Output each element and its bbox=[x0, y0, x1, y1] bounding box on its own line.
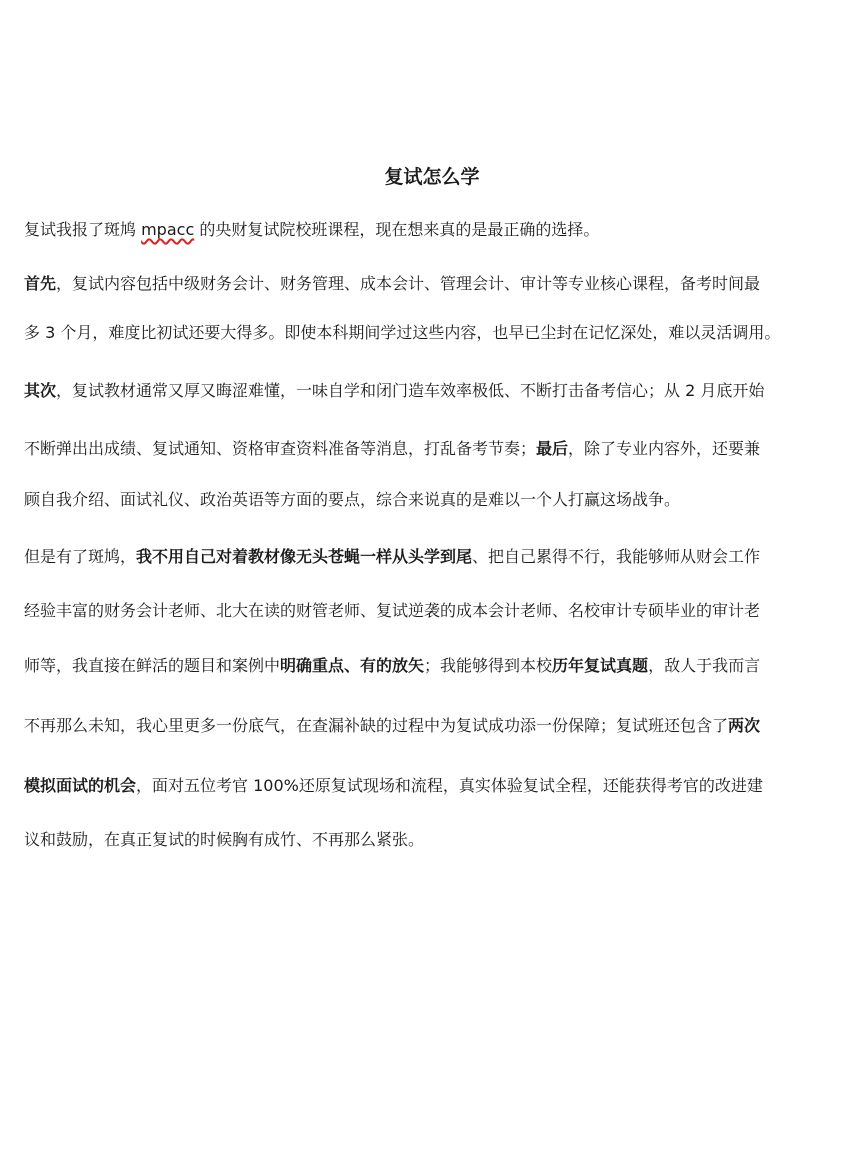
text-span: ，除了专业内容外，还要兼 bbox=[568, 439, 761, 458]
text-span: 不断弹出出成绩、复试通知、资格审查资料准备等消息，打乱备考节奏； bbox=[24, 439, 537, 458]
text-span: ，敌人于我而言 bbox=[648, 656, 761, 675]
bold-phrase: 历年复试真题 bbox=[552, 656, 649, 675]
paragraph-3-line-3 bbox=[24, 488, 680, 512]
bold-label-last: 最后 bbox=[536, 439, 569, 458]
document-title: 复试怎么学 bbox=[384, 166, 480, 188]
paragraph-1-line-1 bbox=[24, 218, 599, 242]
paragraph-4-line-5 bbox=[24, 774, 763, 798]
text-span: 议和鼓励，在真正复试的时候胸有成竹、不再那么紧张。 bbox=[24, 830, 425, 849]
text-span: 顾自我介绍、面试礼仪、政治英语等方面的要点，综合来说真的是难以一个人打赢这场战争。 bbox=[24, 490, 681, 509]
text-span: 、把自己累得不行，我能够师从财会工作 bbox=[472, 547, 761, 566]
paragraph-3-line-2 bbox=[24, 437, 760, 461]
paragraph-4-line-4 bbox=[24, 714, 760, 738]
text-span: 复试我报了斑鸠 bbox=[24, 220, 142, 239]
text-span: 的央财复试院校班课程，现在想来真的是最正确的选择。 bbox=[194, 220, 600, 239]
bold-phrase: 我不用自己对着教材像无头苍蝇一样从头学到尾 bbox=[136, 547, 473, 566]
bold-phrase: 模拟面试的机会 bbox=[24, 776, 137, 795]
paragraph-2-line-1 bbox=[24, 272, 760, 296]
paragraph-4-line-3 bbox=[24, 654, 760, 678]
paragraph-4-line-6 bbox=[24, 828, 424, 852]
paragraph-4-line-1 bbox=[24, 545, 760, 569]
text-span: 师等，我直接在鲜活的题目和案例中 bbox=[24, 656, 281, 675]
spellcheck-word: mpacc bbox=[141, 220, 195, 239]
bold-label-second: 其次 bbox=[24, 381, 57, 400]
paragraph-3-line-1 bbox=[24, 379, 764, 403]
text-span: ，面对五位考官 100%还原复试现场和流程，真实体验复试全程，还能获得考官的改进建 bbox=[136, 776, 763, 795]
text-span: ，复试内容包括中级财务会计、财务管理、成本会计、管理会计、审计等专业核心课程，备考时间最 bbox=[56, 274, 761, 293]
bold-phrase: 两次 bbox=[728, 716, 761, 735]
bold-label-first: 首先 bbox=[24, 274, 57, 293]
text-span: 多 3 个月，难度比初试还要大得多。即使本科期间学过这些内容，也早已尘封在记忆深处，难以灵活调用。 bbox=[24, 323, 781, 342]
paragraph-4-line-2 bbox=[24, 599, 760, 623]
text-span: 经验丰富的财务会计老师、北大在读的财管老师、复试逆袭的成本会计老师、名校审计专硕毕业的审计老 bbox=[24, 601, 761, 620]
paragraph-2-line-2 bbox=[24, 321, 780, 345]
text-span: 不再那么未知，我心里更多一份底气，在查漏补缺的过程中为复试成功添一份保障；复试班还包含了 bbox=[24, 716, 729, 735]
text-span: ；我能够得到本校 bbox=[424, 656, 553, 675]
bold-phrase: 明确重点、有的放矢 bbox=[280, 656, 425, 675]
text-span: ，复试教材通常又厚又晦涩难懂，一味自学和闭门造车效率极低、不断打击备考信心；从 2 月底开始 bbox=[56, 381, 765, 400]
text-span: 但是有了斑鸠， bbox=[24, 547, 137, 566]
